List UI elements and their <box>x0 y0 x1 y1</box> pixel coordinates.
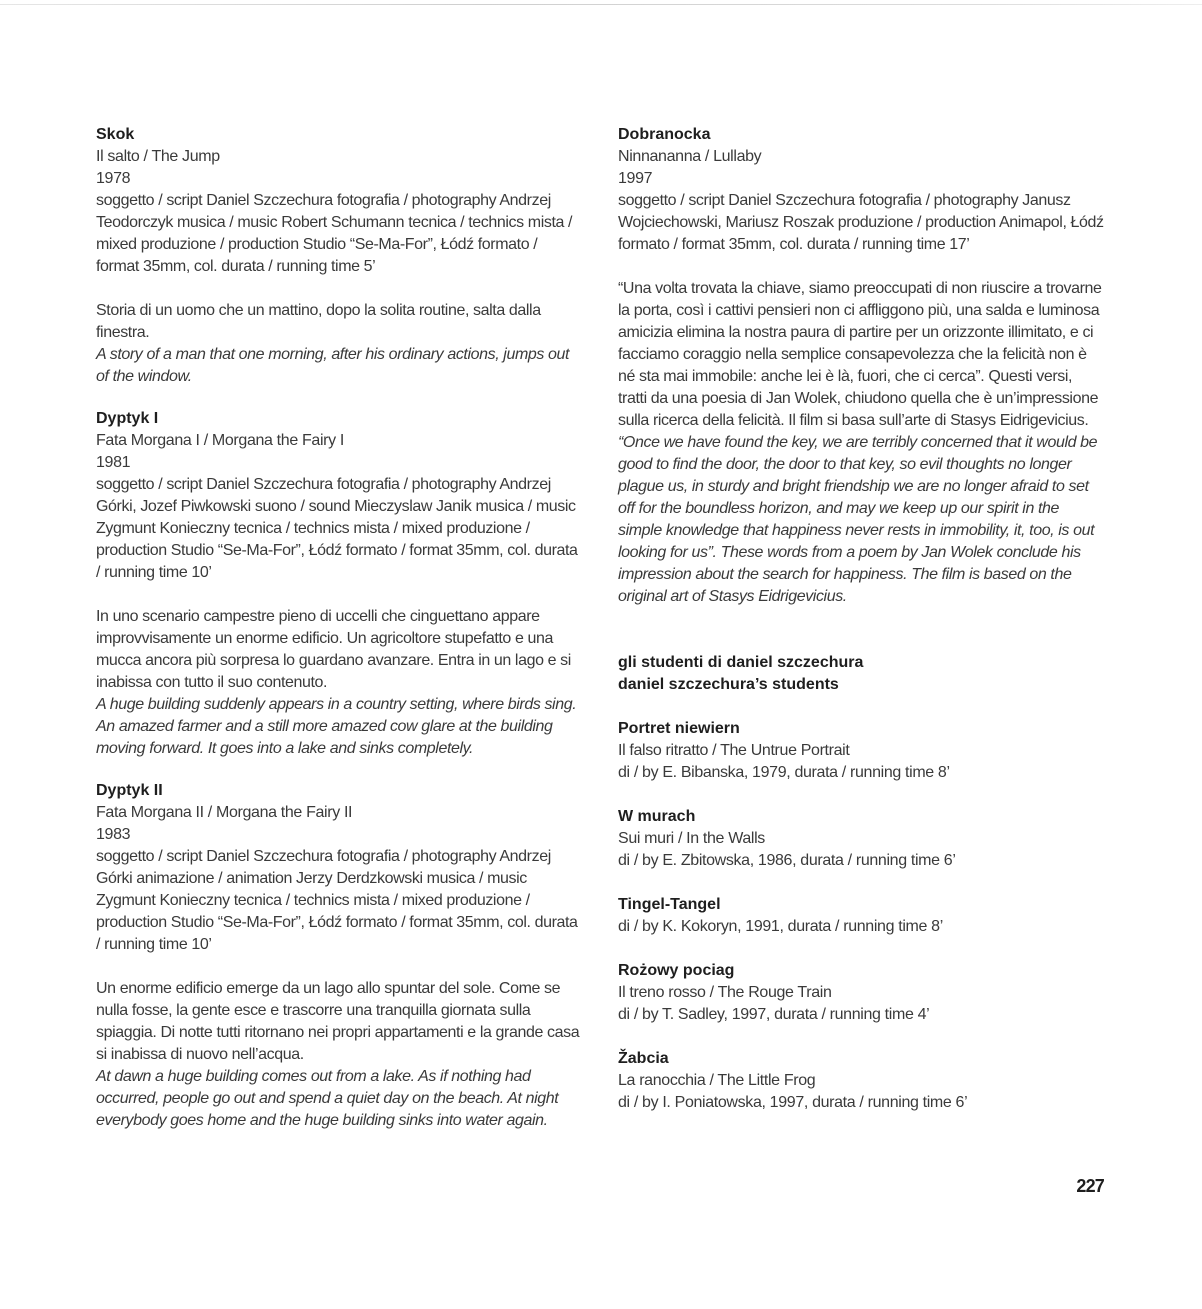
student-film-entry <box>618 960 1104 1026</box>
left-column <box>96 124 582 1132</box>
students-heading-italian: gli studenti di daniel szczechura <box>618 654 864 671</box>
film-description-english: “Once we have found the key, we are terribly concerned that it would be good to find the door, the door to that key, so evil thoughts no longer plague us, in sturdy and bright friendship we are no longer afraid to set off for the boundless horizon, and may we keep up our spirit in the simple knowledge that happiness never rests in immobility, it, too, is out looking for us”. These words from a poem by Jan Wolek conclude his impression about the search for happiness. The film is based on the original art of Stasys Eidrigevicius. <box>618 434 1098 605</box>
student-film-entry <box>618 1048 1104 1114</box>
film-subtitle: Ninnananna / Lullaby <box>618 148 762 165</box>
film-credits: soggetto / script Daniel Szczechura fotografia / photography Andrzej Teodorczyk musica / music Robert Schumann tecnica / technics mista / mixed produzione / production Studio “Se-Ma-For”, Łódź formato / format 35mm, col. durata / running time 5’ <box>96 192 573 275</box>
film-subtitle: Fata Morgana I / Morgana the Fairy I <box>96 432 344 449</box>
film-entry-dyptyk-2 <box>96 780 582 1132</box>
film-title: Skok <box>96 126 135 143</box>
film-description-english: A story of a man that one morning, after his ordinary actions, jumps out of the window. <box>96 346 570 385</box>
film-subtitle: Il treno rosso / The Rouge Train <box>618 984 832 1001</box>
film-year: 1981 <box>96 454 131 471</box>
film-title: Portret niewiern <box>618 720 740 737</box>
film-description-italian: Un enorme edificio emerge da un lago allo spuntar del sole. Come se nulla fosse, la gente esce e trascorre una tranquilla giornata sulla spiaggia. Di notte tutti ritornano nei propri appartamenti e la grande casa si inabissa di nuovo nell’acqua. <box>96 980 580 1063</box>
film-info: di / by I. Poniatowska, 1997, durata / running time 6’ <box>618 1094 968 1111</box>
student-film-entry <box>618 718 1104 784</box>
film-title: Dobranocka <box>618 126 711 143</box>
film-title: Tingel-Tangel <box>618 896 721 913</box>
film-subtitle: Sui muri / In the Walls <box>618 830 765 847</box>
film-year: 1978 <box>96 170 131 187</box>
film-year: 1983 <box>96 826 131 843</box>
film-title: Dyptyk II <box>96 782 163 799</box>
top-rule <box>0 4 1202 5</box>
film-title: W murach <box>618 808 696 825</box>
film-info: di / by E. Bibanska, 1979, durata / running time 8’ <box>618 764 950 781</box>
student-film-entry <box>618 894 1104 938</box>
film-subtitle: Fata Morgana II / Morgana the Fairy II <box>96 804 353 821</box>
film-entry-skok <box>96 124 582 388</box>
film-entry-dyptyk-1 <box>96 408 582 760</box>
film-description-italian: Storia di un uomo che un mattino, dopo la solita routine, salta dalla finestra. <box>96 302 541 341</box>
film-description-english: A huge building suddenly appears in a country setting, where birds sing. An amazed farmer and a still more amazed cow glare at the building moving forward. It goes into a lake and sinks completely. <box>96 696 577 757</box>
film-title: Žabcia <box>618 1050 669 1067</box>
film-subtitle: La ranocchia / The Little Frog <box>618 1072 816 1089</box>
students-heading-english: daniel szczechura’s students <box>618 676 839 693</box>
film-info: di / by K. Kokoryn, 1991, durata / running time 8’ <box>618 918 943 935</box>
film-credits: soggetto / script Daniel Szczechura fotografia / photography Janusz Wojciechowski, Mariusz Roszak produzione / production Animapol, Łódź formato / format 35mm, col. durata / running time 17’ <box>618 192 1104 253</box>
film-subtitle: Il falso ritratto / The Untrue Portrait <box>618 742 850 759</box>
film-title: Rożowy pociag <box>618 962 735 979</box>
students-section <box>618 652 1104 1114</box>
page-number: 227 <box>1076 1176 1104 1196</box>
film-entry-dobranocka <box>618 124 1104 608</box>
film-info: di / by E. Zbitowska, 1986, durata / running time 6’ <box>618 852 956 869</box>
film-title: Dyptyk I <box>96 410 159 427</box>
student-film-entry <box>618 806 1104 872</box>
film-credits: soggetto / script Daniel Szczechura fotografia / photography Andrzej Górki animazione / animation Jerzy Derdzkowski musica / music Zygmunt Konieczny tecnica / technics mista / mixed produzione / production Studio “Se-Ma-For”, Łódź formato / format 35mm, col. durata / running time 10’ <box>96 848 578 953</box>
film-description-italian: “Una volta trovata la chiave, siamo preoccupati di non riuscire a trovarne la porta, così i cattivi pensieri non ci affliggono più, una salda e luminosa amicizia elimina la nostra paura di partire per un orizzonte illimitato, e ci facciamo coraggio nella semplice consapevolezza che la felicità non è né sta mai immobile: anche lei è là, fuori, che ci cerca”. Questi versi, tratti da una poesia di Jan Wolek, chiudono quella che è un’impressione sulla ricerca della felicità. Il film si basa sull’arte di Stasys Eidrigevicius. <box>618 280 1102 429</box>
film-subtitle: Il salto / The Jump <box>96 148 220 165</box>
film-credits: soggetto / script Daniel Szczechura fotografia / photography Andrzej Górki, Jozef Piwkowski suono / sound Mieczyslaw Janik musica / music Zygmunt Konieczny tecnica / technics mista / mixed produzione / production Studio “Se-Ma-For”, Łódź formato / format 35mm, col. durata / running time 10’ <box>96 476 578 581</box>
right-column <box>618 124 1104 1114</box>
film-year: 1997 <box>618 170 653 187</box>
film-description-italian: In uno scenario campestre pieno di uccelli che cinguettano appare improvvisamente un enorme edificio. Un agricoltore stupefatto e una mucca ancora più sorpresa lo guardano avanzare. Entra in un lago e si inabissa con tutto il suo contenuto. <box>96 608 571 691</box>
film-description-english: At dawn a huge building comes out from a lake. As if nothing had occurred, people go out and spend a quiet day on the beach. At night everybody goes home and the huge building sinks into water again. <box>96 1068 559 1129</box>
film-info: di / by T. Sadley, 1997, durata / running time 4’ <box>618 1006 930 1023</box>
